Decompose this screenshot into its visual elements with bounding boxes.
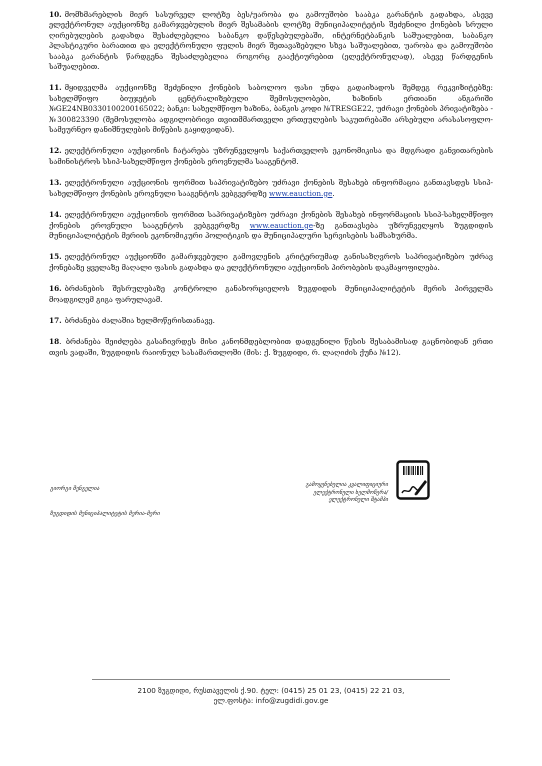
footer [92,686,450,706]
paragraph-number: 14. [49,210,62,220]
paragraph-text: ელექტრონული აუქციონის ფორმით საპრივატიზებო უძრავი ქონების შესახებ ინფორმაცია განთავსდეს სსიპ-სახელმწიფო ქონების ეროვნული სააგენტოს ვებგვერდზე [49,178,493,198]
paragraph-number: 10. [49,10,62,19]
paragraph-text: ბრძანების შესრულებაზე კონტროლი განახორციელოს ზუგდიდის მუნიციპალიტეტის მერის პირველმა მოადგილემ გიგა ფარულავამ. [49,284,493,304]
paragraph-text: ბრძანება შეიძლება გასაჩივრდეს მისი კანონმდებლობით დადგენილი წესის შესაბამისად გაცნობიდან ერთი თვის ვადაში, ზუგდიდის რაიონულ სასამართლოში (მის: ქ. ზუგდიდი, რ. ლაღიძის ქუჩა №12). [49,337,493,357]
paragraph-text: ელექტრონულ აუქციონში გამარჯვებული გამოვლენის კრიტერიუმად განისაზღვროს საპრივატიზებო უძრავ ქონებაზე ყველაზე მაღალი ფასის გადახდა და ელექტრონული აუქციონის პირობების დაკმაყოფილება. [49,252,493,272]
signer-name: გიორგი შენგელია [50,486,100,492]
footer-email: ელ.ფოსტა: info@zugdidi.gov.ge [213,696,329,706]
paragraph-number: 16. [49,284,62,294]
paragraph-separator: . [59,337,66,347]
document-body [49,10,493,369]
eauction-link[interactable]: www.eauction.ge [269,188,333,198]
paragraph-number: 18 [49,337,60,347]
paragraph-number: 15. [49,252,62,262]
paragraph-14 [49,210,493,241]
footer-address: 2100 ზუგდიდი, რუსთაველის ქ.90. ტელ: (0415) 25 01 23, (0415) 22 21 03, [137,686,405,695]
paragraph-number: 17. [49,315,62,325]
paragraph-15 [49,252,493,273]
e-signature-icon [396,460,430,500]
paragraph-text: ელექტრონული აუქციონის ფორმით საპრივატიზებო უძრავი ქონების შესახებ ინფორმაციის სსიპ-სახელმწიფო ქონების ეროვნული სააგენტოს ვებგვერდზე [49,210,493,230]
paragraph-text: მყიდველმა აუქციონზე შეძენილი ქონების საბოლოო ფასი უნდა გადაიხადოს შემდეგ რეკვიზიტებზე: სახელმწიფო ბიუჯეტის ცენტრალიზებული შემოსულობები, ხაზინის ერთიანი ანგარიში №GE24NB0330100200165022; ბანკი: სახელმწიფო ხაზინა, ბანკის კოდი №TRESGE22, უძრავი ქონების პრივატიზება - №300823390 (შემოსულობა ადგილობრივი თვითმმართველი ერთეულების საკუთრებაში არსებული არასასოფლო-სამეურნეო დანიშნულების მიწების გაყიდვიდან). [49,83,493,135]
paragraph-11 [49,83,493,135]
footer-divider [92,679,450,680]
paragraph-text: მომხმარებლის მიერ სასურველ ლოტზე ბეს/უარობა და გამოუშობი სააბკა გარანტის გადახდა, ასევე ელექტრონულ აუქციონზე გამარჯვებულის მიერ შესამაბის ლოტზე მუნიციპალიტეტის შეძენილი ქონების სრული ღირებულების გადახდა შესაძლებელია საბანკო დაწესებულებაში, ინტერნეტბანკის საშუალებით, საბანკო პლასტიკური ბარათით და ელექტრონული ფულის მიერ შეთავაზებული სხვა საშუალებით, უარობა და გამოუშობი სააბკა გარანტის წარდგენა შესაძლებელია როგორც გააქტიურებით (ელექტრონულად), ასევე წარდგენის საშუალებით. [49,10,493,72]
paragraph-13 [49,178,493,199]
e-signature-caption: გამოყენებულია კვალიფიციური ელექტრონული ხელმოწერა/ ელექტრონული შტამპი [305,482,388,503]
paragraph-text: ბრძანება ძალაშია ხელმოწერისთანავე. [64,315,215,325]
paragraph-number: 12. [49,146,62,156]
paragraph-16 [49,284,493,305]
paragraph-text: ელექტრონული აუქციონის ჩატარება უზრუნველყოს საქართველოს ეკონომიკისა და მდგრადი განვითარების სამინისტროს სსიპ-სახელმწიფო ქონების ეროვნულმა სააგენტომ. [49,146,493,166]
paragraph-text-after: . [332,188,335,198]
paragraph-text-after: -ზე განთავსება უზრუნველყოს ზუგდიდის მუნიციპალიტეტის მერიის ეკონომიკური პოლიტიკის და მუნიციპალური სერვისების სამსახურმა. [49,220,493,240]
paragraph-18 [49,337,493,358]
signer-position: ზუგდიდის მუნიციპალიტეტის მერია-მერი [50,511,160,517]
paragraph-12 [49,146,493,167]
eauction-link[interactable]: www.eauction.ge [249,220,314,230]
paragraph-17 [49,316,493,326]
paragraph-10 [49,10,493,72]
paragraph-number: 13. [49,178,62,188]
paragraph-number: 11. [49,83,62,93]
